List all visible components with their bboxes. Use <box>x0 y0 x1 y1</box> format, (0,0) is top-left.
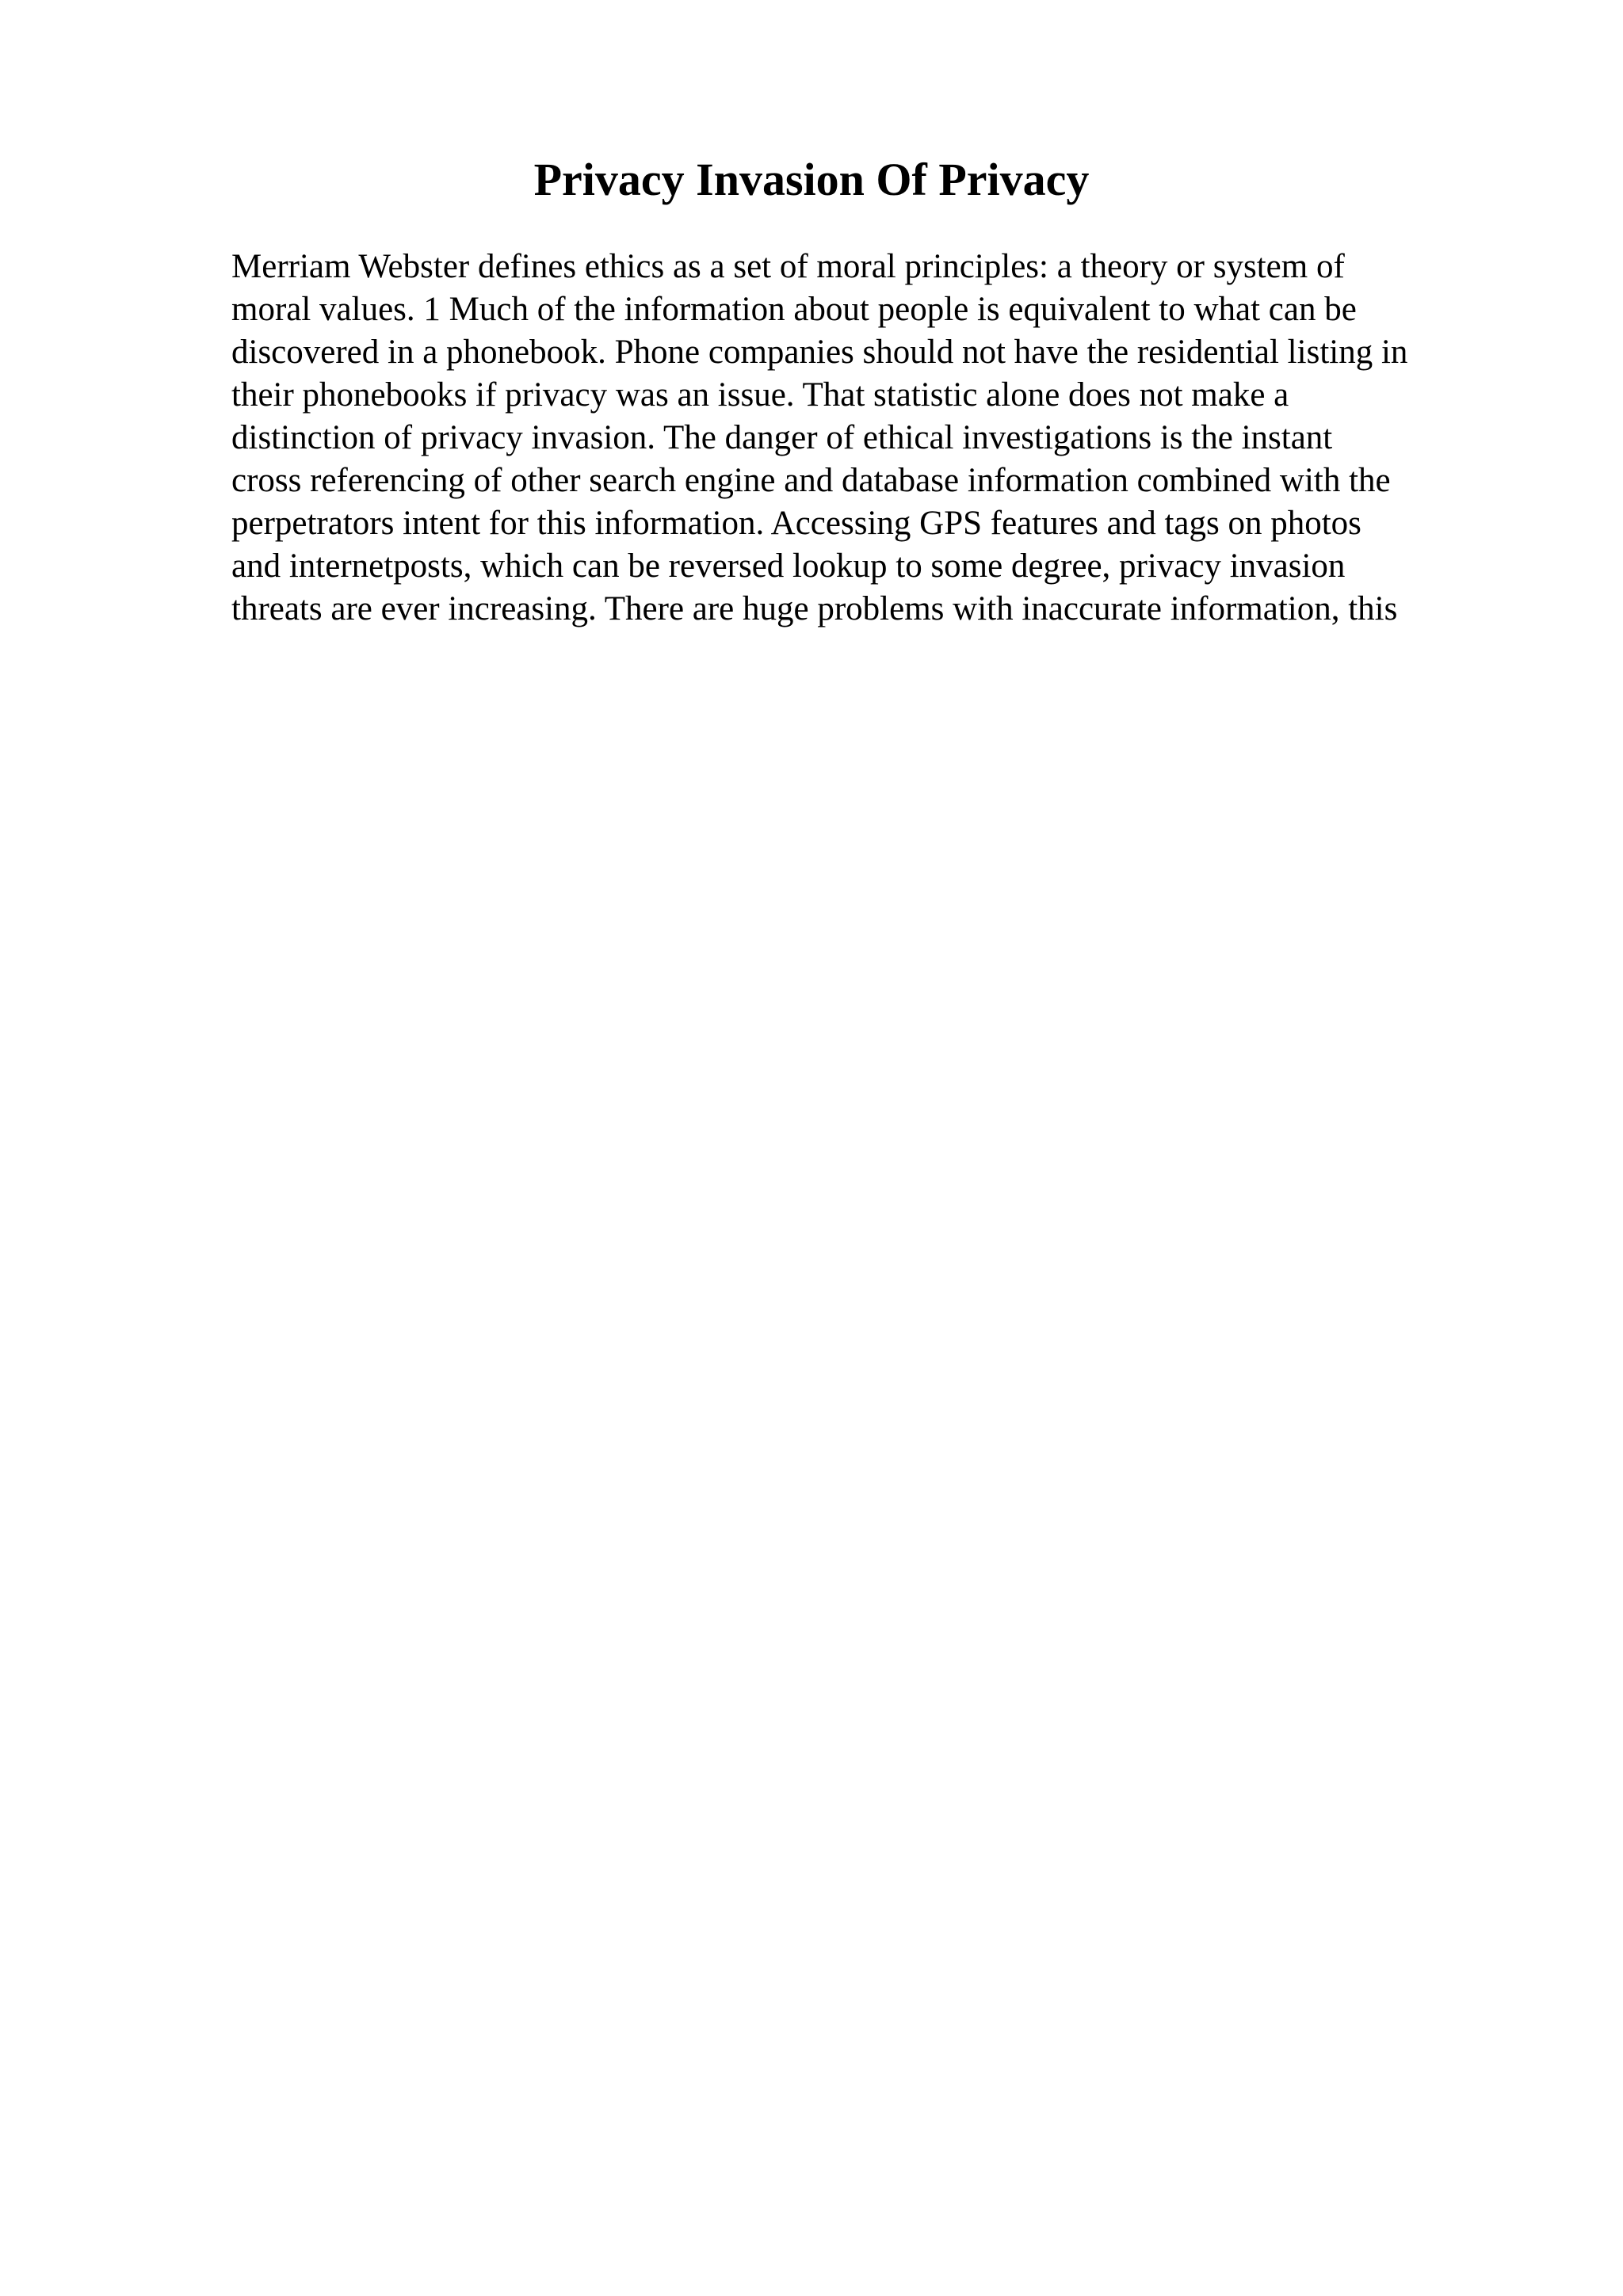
body-line: threats are ever increasing. There are huge problems with inaccurate information, this <box>231 590 1398 627</box>
body-line: discovered in a phonebook. Phone companies should not have the residential listing in <box>231 334 1408 371</box>
body-line: perpetrators intent for this information. Accessing GPS features and tags on photos <box>231 505 1361 542</box>
document-body <box>231 246 1531 631</box>
body-line: cross referencing of other search engine and database information combined with the <box>231 462 1391 499</box>
body-line: and internetposts, which can be reversed lookup to some degree, privacy invasion <box>231 547 1346 585</box>
body-line: their phonebooks if privacy was an issue. That statistic alone does not make a <box>231 376 1289 414</box>
document-title: Privacy Invasion Of Privacy <box>533 154 1090 205</box>
body-line: distinction of privacy invasion. The danger of ethical investigations is the instant <box>231 419 1333 456</box>
body-line: Merriam Webster defines ethics as a set of moral principles: a theory or system of <box>231 248 1345 285</box>
body-line: moral values. 1 Much of the information about people is equivalent to what can be <box>231 291 1357 328</box>
